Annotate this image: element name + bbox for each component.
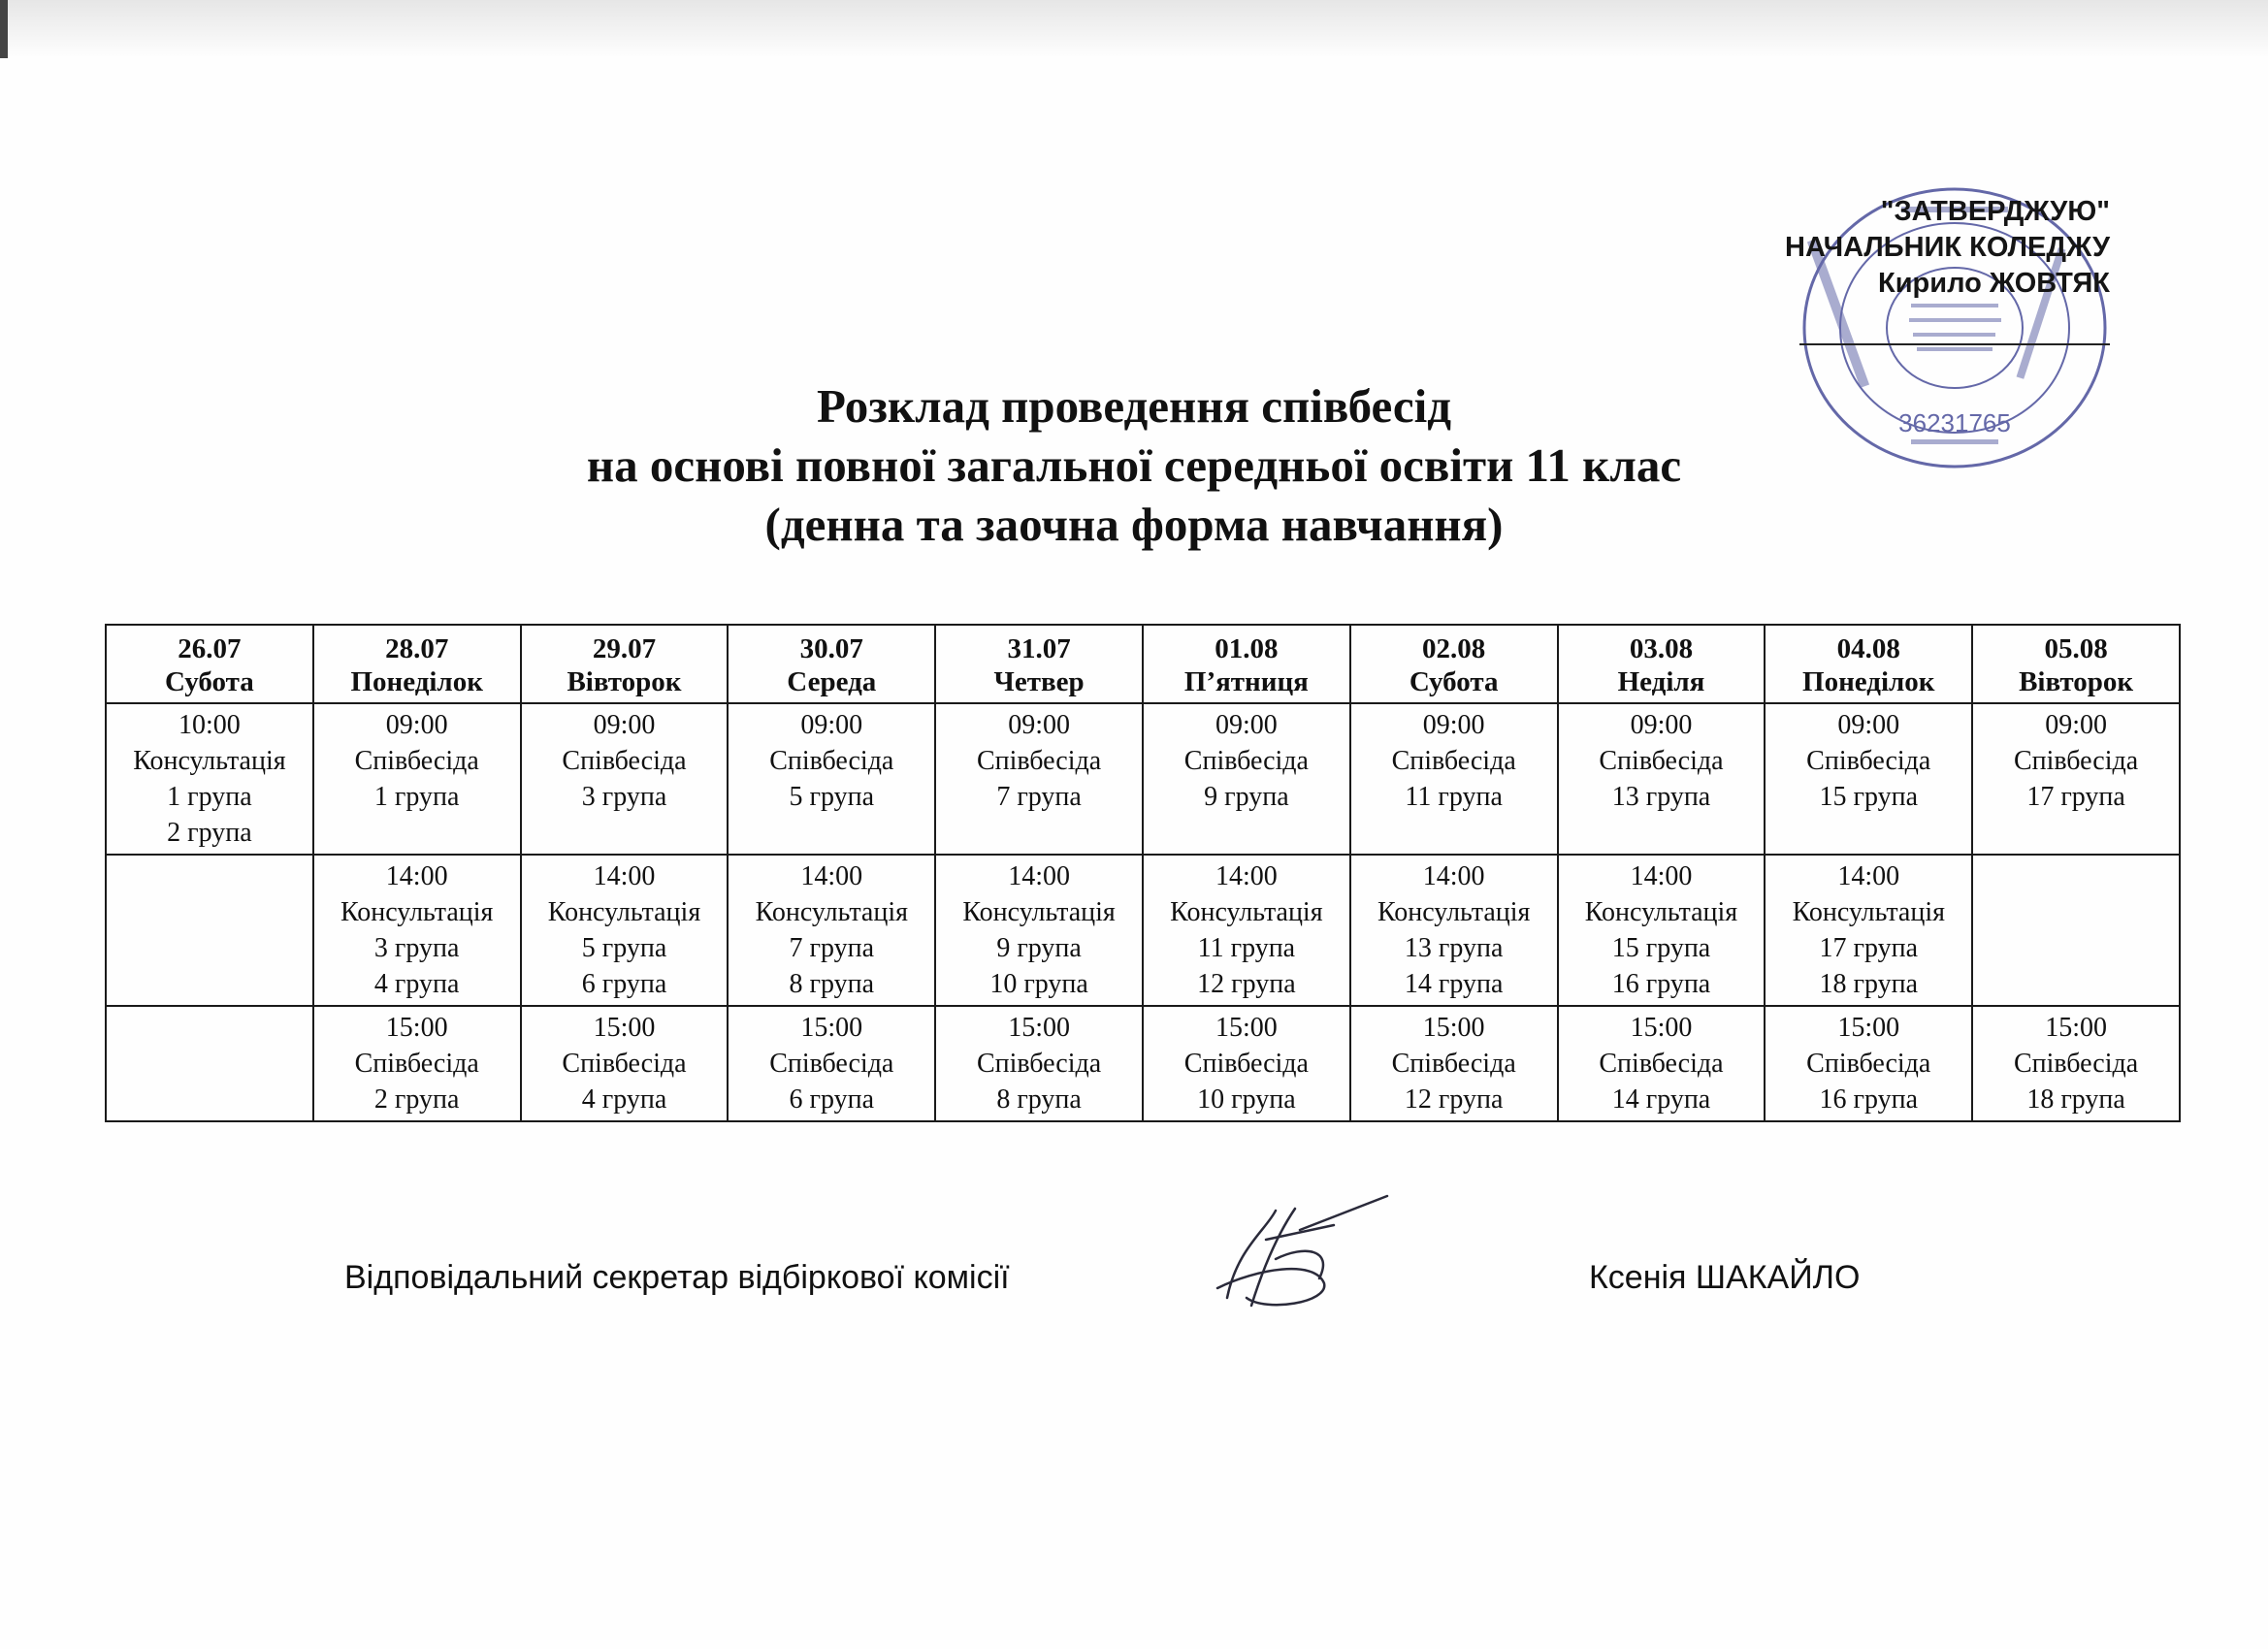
header-weekday: Вівторок bbox=[567, 666, 682, 697]
cell-group: 14 група bbox=[1611, 1084, 1711, 1115]
cell-group: 4 група bbox=[373, 969, 460, 999]
cell-group: 17 група bbox=[1819, 933, 1919, 963]
cell-time: 10:00 bbox=[178, 710, 241, 740]
cell-group: 16 група bbox=[1611, 969, 1711, 999]
column-header bbox=[1143, 625, 1350, 703]
column-header bbox=[728, 625, 935, 703]
cell-activity: Консультація bbox=[755, 897, 908, 927]
cell-group: 13 група bbox=[1404, 933, 1504, 963]
column-header bbox=[1972, 625, 2180, 703]
schedule-cell bbox=[1558, 703, 1766, 855]
cell-group: 5 група bbox=[789, 782, 875, 812]
cell-time: 15:00 bbox=[800, 1013, 863, 1043]
schedule-cell bbox=[106, 855, 313, 1006]
table-row bbox=[106, 1006, 2180, 1121]
cell-activity: Співбесіда bbox=[1391, 1049, 1516, 1079]
cell-activity: Співбесіда bbox=[1391, 746, 1516, 776]
cell-group: 15 група bbox=[1819, 782, 1919, 812]
cell-time: 14:00 bbox=[385, 861, 448, 891]
cell-time: 09:00 bbox=[385, 710, 448, 740]
cell-activity: Співбесіда bbox=[2013, 1049, 2139, 1079]
table-header-row bbox=[106, 625, 2180, 703]
schedule-cell bbox=[1143, 855, 1350, 1006]
schedule-cell bbox=[728, 855, 935, 1006]
cell-group: 2 група bbox=[167, 818, 252, 848]
cell-activity: Співбесіда bbox=[1599, 746, 1724, 776]
cell-activity: Співбесіда bbox=[354, 746, 479, 776]
schedule-cell bbox=[1143, 1006, 1350, 1121]
schedule-cell bbox=[935, 703, 1143, 855]
cell-group: 7 група bbox=[789, 933, 875, 963]
cell-activity: Співбесіда bbox=[1183, 746, 1309, 776]
cell-group: 1 група bbox=[373, 782, 460, 812]
schedule-cell bbox=[1765, 1006, 1972, 1121]
cell-time: 15:00 bbox=[385, 1013, 448, 1043]
approval-signature-line bbox=[1799, 343, 2110, 345]
schedule-cell bbox=[106, 703, 313, 855]
header-weekday: Середа bbox=[787, 666, 877, 697]
cell-time: 09:00 bbox=[1008, 710, 1070, 740]
cell-activity: Консультація bbox=[133, 746, 286, 776]
cell-group: 18 група bbox=[1819, 969, 1919, 999]
scan-top-shadow bbox=[0, 0, 2268, 58]
cell-activity: Консультація bbox=[1792, 897, 1945, 927]
header-date: 04.08 bbox=[1836, 633, 1900, 664]
cell-group: 12 група bbox=[1404, 1084, 1504, 1115]
title-line: (денна та заочна форма навчання) bbox=[764, 498, 1504, 551]
cell-group: 18 група bbox=[2026, 1084, 2125, 1115]
schedule-cell bbox=[1350, 1006, 1558, 1121]
table-row bbox=[106, 855, 2180, 1006]
header-weekday: Субота bbox=[1409, 666, 1499, 697]
cell-time: 14:00 bbox=[1630, 861, 1693, 891]
column-header bbox=[313, 625, 521, 703]
cell-activity: Співбесіда bbox=[1599, 1049, 1724, 1079]
cell-group: 8 група bbox=[789, 969, 875, 999]
schedule-cell bbox=[935, 1006, 1143, 1121]
header-date: 01.08 bbox=[1215, 633, 1279, 664]
cell-time: 09:00 bbox=[2045, 710, 2107, 740]
schedule-cell bbox=[1350, 703, 1558, 855]
header-weekday: Субота bbox=[165, 666, 254, 697]
schedule-cell bbox=[313, 855, 521, 1006]
approval-line: НАЧАЛЬНИК КОЛЕДЖУ bbox=[1785, 232, 2110, 263]
cell-activity: Співбесіда bbox=[2013, 746, 2139, 776]
cell-time: 09:00 bbox=[1215, 710, 1278, 740]
cell-group: 3 група bbox=[373, 933, 460, 963]
schedule-cell bbox=[728, 703, 935, 855]
schedule-cell bbox=[728, 1006, 935, 1121]
cell-group: 17 група bbox=[2026, 782, 2125, 812]
cell-group: 8 група bbox=[996, 1084, 1082, 1115]
cell-group: 3 група bbox=[581, 782, 667, 812]
header-weekday: П’ятниця bbox=[1183, 666, 1309, 697]
secretary-name: Ксенія ШАКАЙЛО bbox=[1589, 1259, 1861, 1296]
column-header bbox=[106, 625, 313, 703]
cell-time: 14:00 bbox=[1215, 861, 1278, 891]
cell-activity: Співбесіда bbox=[562, 746, 687, 776]
cell-time: 15:00 bbox=[1630, 1013, 1693, 1043]
cell-time: 15:00 bbox=[1837, 1013, 1900, 1043]
cell-time: 14:00 bbox=[1837, 861, 1900, 891]
cell-activity: Консультація bbox=[962, 897, 1116, 927]
column-header bbox=[521, 625, 729, 703]
schedule-table bbox=[105, 624, 2181, 1122]
cell-time: 15:00 bbox=[2045, 1013, 2107, 1043]
schedule-cell bbox=[1558, 1006, 1766, 1121]
cell-group: 9 група bbox=[1204, 782, 1289, 812]
header-date: 26.07 bbox=[178, 633, 242, 664]
cell-activity: Співбесіда bbox=[354, 1049, 479, 1079]
cell-group: 16 група bbox=[1819, 1084, 1919, 1115]
header-weekday: Понеділок bbox=[1802, 666, 1935, 697]
header-date: 30.07 bbox=[799, 633, 863, 664]
cell-time: 14:00 bbox=[593, 861, 656, 891]
cell-activity: Консультація bbox=[1377, 897, 1531, 927]
cell-time: 09:00 bbox=[1422, 710, 1485, 740]
stamp-number: 36231765 bbox=[1898, 408, 2011, 437]
header-weekday: Четвер bbox=[993, 666, 1085, 697]
header-date: 02.08 bbox=[1422, 633, 1486, 664]
cell-time: 15:00 bbox=[1215, 1013, 1278, 1043]
schedule-cell bbox=[935, 855, 1143, 1006]
header-weekday: Понеділок bbox=[350, 666, 483, 697]
cell-time: 09:00 bbox=[593, 710, 656, 740]
cell-activity: Консультація bbox=[1170, 897, 1323, 927]
cell-group: 10 група bbox=[989, 969, 1088, 999]
cell-activity: Співбесіда bbox=[976, 746, 1102, 776]
column-header bbox=[1350, 625, 1558, 703]
header-date: 03.08 bbox=[1629, 633, 1694, 664]
header-date: 28.07 bbox=[385, 633, 449, 664]
cell-activity: Консультація bbox=[1584, 897, 1738, 927]
title-line: Розклад проведення співбесід bbox=[816, 379, 1451, 433]
cell-group: 9 група bbox=[996, 933, 1082, 963]
cell-group: 11 група bbox=[1405, 782, 1503, 812]
title-line: на основі повної загальної середньої освіти 11 клас bbox=[586, 438, 1682, 492]
cell-time: 14:00 bbox=[1008, 861, 1070, 891]
cell-activity: Співбесіда bbox=[1183, 1049, 1309, 1079]
schedule-cell bbox=[521, 703, 729, 855]
column-header bbox=[935, 625, 1143, 703]
cell-group: 12 група bbox=[1197, 969, 1296, 999]
table-row bbox=[106, 703, 2180, 855]
cell-time: 09:00 bbox=[1630, 710, 1693, 740]
approval-line: Кирило ЖОВТЯК bbox=[1878, 268, 2110, 299]
cell-group: 13 група bbox=[1611, 782, 1711, 812]
cell-group: 11 група bbox=[1197, 933, 1296, 963]
schedule-cell bbox=[1972, 855, 2180, 1006]
scan-left-edge bbox=[0, 0, 8, 58]
schedule-cell bbox=[1558, 855, 1766, 1006]
cell-group: 7 група bbox=[996, 782, 1082, 812]
cell-time: 15:00 bbox=[593, 1013, 656, 1043]
schedule-cell bbox=[1143, 703, 1350, 855]
schedule-cell bbox=[1350, 855, 1558, 1006]
cell-group: 6 група bbox=[581, 969, 667, 999]
schedule-cell bbox=[313, 703, 521, 855]
cell-group: 14 група bbox=[1404, 969, 1504, 999]
cell-activity: Співбесіда bbox=[562, 1049, 687, 1079]
header-date: 29.07 bbox=[592, 633, 657, 664]
cell-time: 14:00 bbox=[1422, 861, 1485, 891]
schedule-cell bbox=[1972, 703, 2180, 855]
cell-activity: Співбесіда bbox=[769, 1049, 894, 1079]
cell-group: 10 група bbox=[1197, 1084, 1296, 1115]
secretary-position: Відповідальний секретар відбіркової комісії bbox=[344, 1259, 1010, 1296]
cell-time: 15:00 bbox=[1008, 1013, 1070, 1043]
approval-line: "ЗАТВЕРДЖУЮ" bbox=[1880, 196, 2110, 227]
cell-group: 1 група bbox=[167, 782, 252, 812]
cell-group: 5 група bbox=[581, 933, 667, 963]
schedule-cell bbox=[106, 1006, 313, 1121]
cell-time: 09:00 bbox=[1837, 710, 1900, 740]
schedule-cell bbox=[1765, 703, 1972, 855]
cell-group: 15 група bbox=[1611, 933, 1711, 963]
cell-activity: Співбесіда bbox=[769, 746, 894, 776]
schedule-cell bbox=[521, 1006, 729, 1121]
cell-activity: Співбесіда bbox=[976, 1049, 1102, 1079]
handwritten-signature bbox=[1208, 1191, 1392, 1317]
schedule-cell bbox=[1765, 855, 1972, 1006]
cell-time: 15:00 bbox=[1422, 1013, 1485, 1043]
cell-activity: Консультація bbox=[547, 897, 701, 927]
schedule-cell bbox=[313, 1006, 521, 1121]
column-header bbox=[1765, 625, 1972, 703]
cell-group: 6 група bbox=[789, 1084, 875, 1115]
document-title bbox=[0, 376, 2268, 554]
header-weekday: Вівторок bbox=[2019, 666, 2134, 697]
header-date: 31.07 bbox=[1007, 633, 1071, 664]
schedule-cell bbox=[1972, 1006, 2180, 1121]
cell-group: 2 група bbox=[373, 1084, 460, 1115]
approval-block bbox=[1785, 194, 2110, 302]
cell-activity: Консультація bbox=[340, 897, 494, 927]
cell-group: 4 група bbox=[581, 1084, 667, 1115]
cell-time: 09:00 bbox=[800, 710, 863, 740]
column-header bbox=[1558, 625, 1766, 703]
cell-activity: Співбесіда bbox=[1806, 746, 1931, 776]
cell-time: 14:00 bbox=[800, 861, 863, 891]
cell-activity: Співбесіда bbox=[1806, 1049, 1931, 1079]
header-date: 05.08 bbox=[2044, 633, 2108, 664]
schedule-cell bbox=[521, 855, 729, 1006]
header-weekday: Неділя bbox=[1617, 666, 1705, 697]
